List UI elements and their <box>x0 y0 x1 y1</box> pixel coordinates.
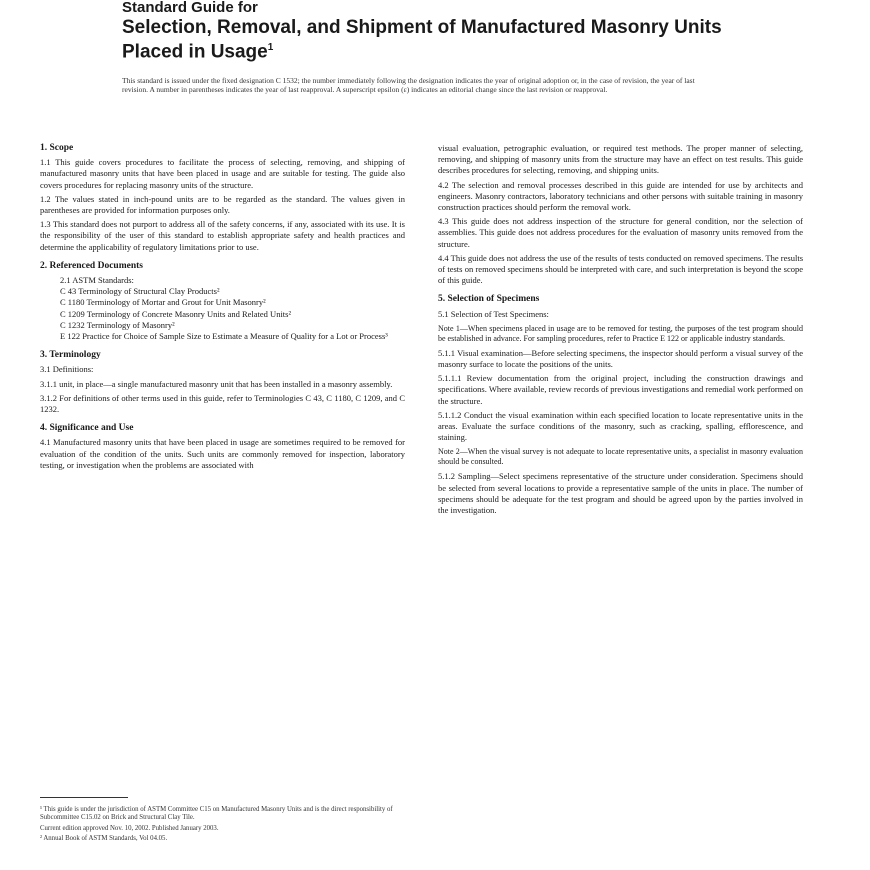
paragraph: 4.3 This guide does not address inspection of the structure for general condition, nor the selection of assemblies. This guide does not address procedures for the evaluation of masonry units removed from the structure. <box>438 216 803 249</box>
paragraph: 3.1.2 For definitions of other terms used in this guide, refer to Terminologies C 43, C 1180, C 1209, and C 1232. <box>40 392 405 415</box>
footnote: ¹ This guide is under the jurisdiction of ASTM Committee C15 on Manufactured Masonry Units and is the direct responsibility of Subcommittee C15.02 on Brick and Structural Clay Tile. <box>40 806 393 822</box>
paragraph: 4.2 The selection and removal processes described in this guide are intended for use by architects and engineers. Masonry contractors, laboratory technicians and other persons with suitable training in masonry construction practices should perform the removal work. <box>438 179 803 213</box>
footnotes <box>40 806 405 845</box>
paragraph: 5.1.1.1 Review documentation from the original project, including the construction drawings and specifications. Where available, review records of previous investigations and remedial work performed on the structure. <box>438 373 803 406</box>
paragraph: 1.3 This standard does not purport to address all of the safety concerns, if any, associated with its use. It is the responsibility of the user of this standard to establish appropriate safety and health practices and determine the applicability of regulatory limitations prior to use. <box>40 219 405 252</box>
paragraph: 5.1 Selection of Test Specimens: <box>438 308 549 319</box>
footnote: Current edition approved Nov. 10, 2002. Published January 2003. <box>40 824 219 832</box>
paragraph: 1.1 This guide covers procedures to facilitate the process of selecting, removing, and shipping of manufactured masonry units that have been placed in usage and are suitable for testing. The guide also covers procedures for replacing masonry units of the structure. <box>40 157 405 190</box>
paragraph: 5.1.2 Sampling—Select specimens representative of the structure under consideration. Specimens should be selected from several locations to provide a representative sample of the units in place. The number of specimens should be adequate for the test program and should be agreed upon by the parties involved in the investigation. <box>438 471 803 516</box>
reference-item: 2.1 ASTM Standards: <box>60 275 134 286</box>
paragraph: 5.1.1 Visual examination—Before selecting specimens, the inspector should perform a visual survey of the masonry surface to locate the positions of the units. <box>438 347 803 370</box>
section-heading-terminology: 3. Terminology <box>40 350 101 361</box>
title-footnote-marker: 1 <box>267 42 274 53</box>
section-heading-selection: 5. Selection of Specimens <box>438 294 540 305</box>
note: Note 2—When the visual survey is not adequate to locate representative units, a specialist in masonry evaluation should be consulted. <box>438 447 803 467</box>
paragraph: visual evaluation, petrographic evaluation, or required test methods. The proper manner of selecting, removing, and shipping of masonry units from the structure may have an effect on test results. This guide describes procedures for selecting, removing, and shipping units. <box>438 143 803 176</box>
document-title <box>122 0 762 62</box>
paragraph: 3.1 Definitions: <box>40 364 94 375</box>
right-column <box>438 143 803 519</box>
reference-item: C 1180 Terminology of Mortar and Grout for Unit Masonry² <box>60 297 266 308</box>
section-heading-referenced-documents: 2. Referenced Documents <box>40 260 143 271</box>
footnote: ² Annual Book of ASTM Standards, Vol 04.05. <box>40 834 168 842</box>
paragraph: 3.1.1 unit, in place—a single manufactured masonry unit that has been installed in a masonry assembly. <box>40 378 393 389</box>
section-heading-significance: 4. Significance and Use <box>40 423 134 434</box>
designation-note: This standard is issued under the fixed designation C 1532; the number immediately following the designation indicates the year of original adoption or, in the case of revision, the year of last revision. A number in parentheses indicates the year of last reapproval. A superscript epsilon (ε) indicates an editorial change since the last revision or reapproval. <box>122 76 695 94</box>
section-heading-scope: 1. Scope <box>40 143 74 153</box>
paragraph: 1.2 The values stated in inch-pound units are to be regarded as the standard. The values given in parentheses are provided for information purposes only. <box>40 193 405 216</box>
paragraph: 5.1.1.2 Conduct the visual examination within each specified location to locate representative units in the areas. Evaluate the surface conditions of the masonry, such as cracking, spalling, efflorescence, and staining. <box>438 409 803 443</box>
reference-item: C 43 Terminology of Structural Clay Products² <box>60 286 220 297</box>
paragraph: 4.1 Manufactured masonry units that have been placed in usage are sometimes required to be removed for evaluation of the condition of the units. Such units are commonly removed for inspection, laboratory testing, or investigation when the problems are associated with <box>40 437 405 470</box>
left-column <box>40 143 405 474</box>
title-main <box>122 18 762 62</box>
note: Note 1—When specimens placed in usage are to be removed for testing, the purposes of the test program should be established in advance. For sampling procedures, refer to Practice E 122 or applicable industry standards. <box>438 323 803 343</box>
title-prefix: Standard Guide for <box>122 0 258 16</box>
title-text: Selection, Removal, and Shipment of Manufactured Masonry Units Placed in Usage <box>122 17 722 63</box>
footnote-divider <box>40 797 128 798</box>
reference-item: C 1232 Terminology of Masonry² <box>60 319 175 330</box>
reference-item: C 1209 Terminology of Concrete Masonry Units and Related Units² <box>60 308 292 319</box>
paragraph: 4.4 This guide does not address the use of the results of tests conducted on removed specimens. The results of tests on removed specimens should be interpreted with care, and such interpretation is beyond the scope of this guide. <box>438 252 803 286</box>
reference-item: E 122 Practice for Choice of Sample Size to Estimate a Measure of Quality for a Lot or Process³ <box>60 331 388 342</box>
